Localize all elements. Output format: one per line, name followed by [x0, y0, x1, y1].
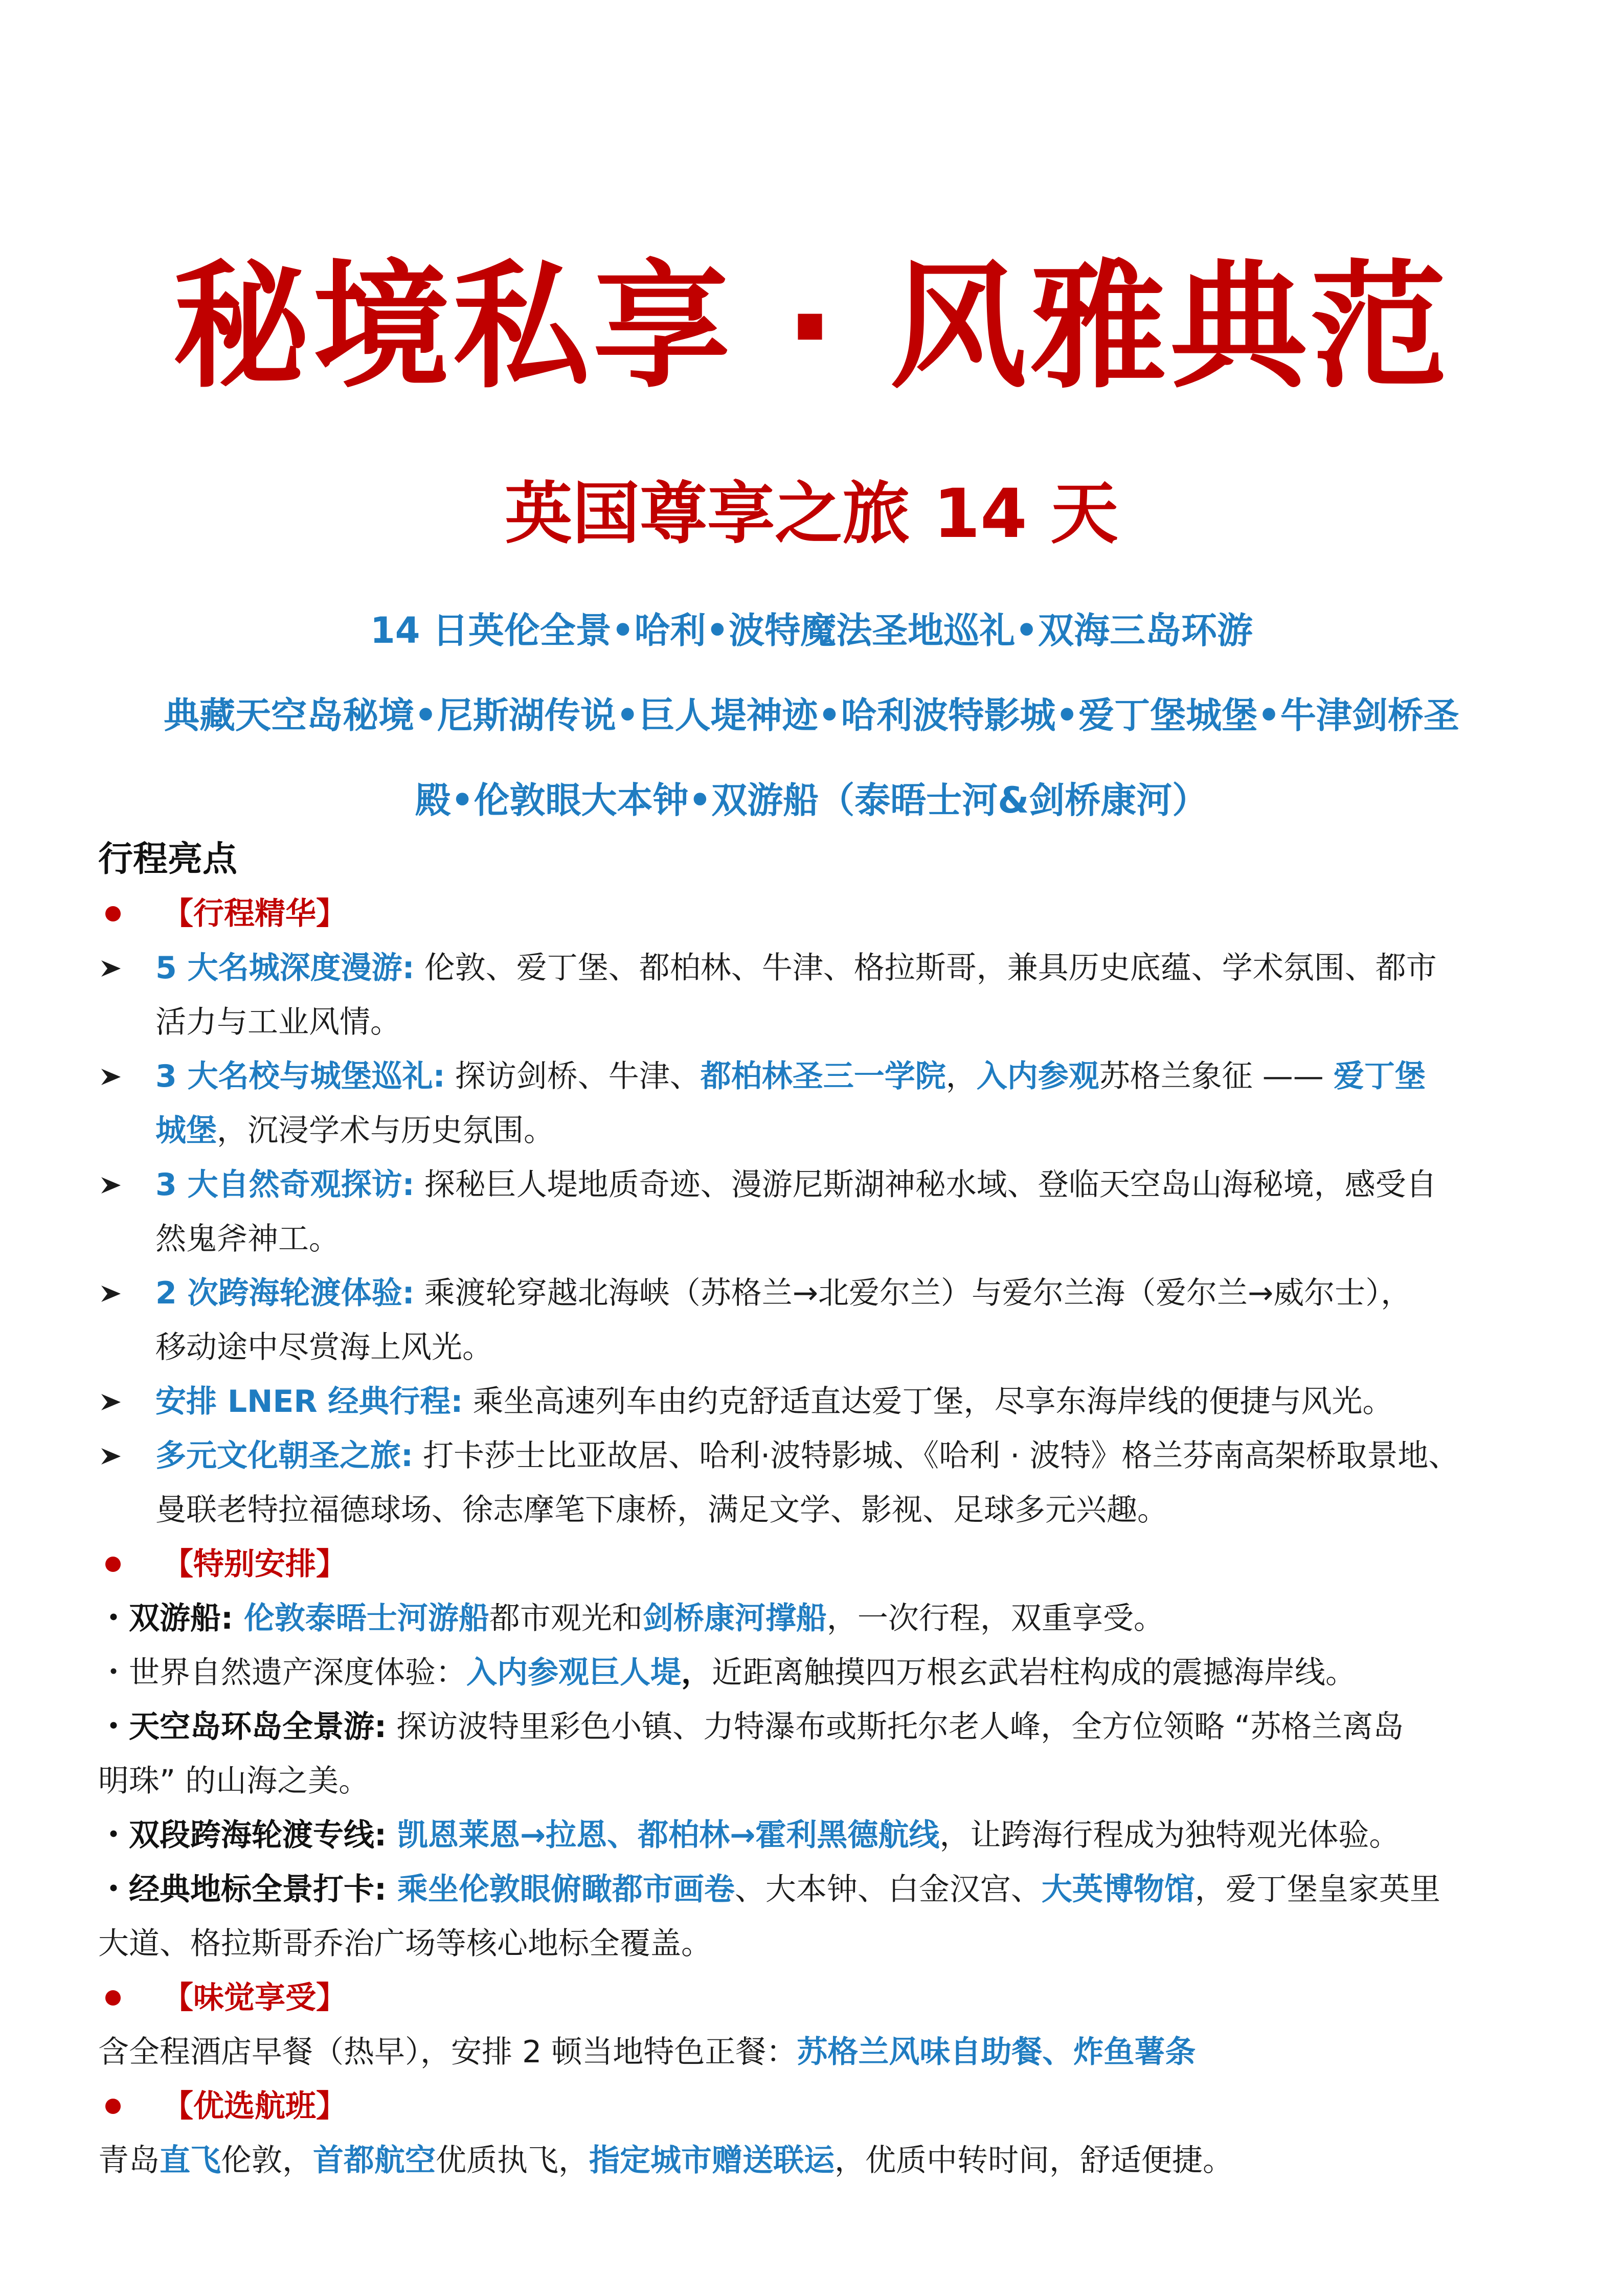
line-text: 都市观光和 — [489, 1601, 643, 1636]
highlight-link: 首都航空 — [313, 2143, 436, 2178]
item-title: 安排 LNER 经典行程: — [155, 1384, 463, 1420]
item-title: 3 大名校与城堡巡礼: — [155, 1059, 445, 1094]
highlight-link: 都柏林圣三一学院 — [700, 1059, 946, 1094]
item-title: 3 大自然奇观探访: — [155, 1167, 415, 1203]
special-line — [98, 1808, 1530, 1862]
line-text: 探访波特里彩色小镇、力特瀑布或斯托尔老人峰，全方位领略 “苏格兰离岛 — [387, 1709, 1404, 1745]
line-text: 近距离触摸四万根玄武岩柱构成的震撼海岸线。 — [712, 1655, 1356, 1691]
red-dot-icon — [105, 906, 121, 921]
line-text: 优质执飞， — [436, 2143, 589, 2178]
category-flights — [98, 2079, 1530, 2133]
highlight-link: 城堡 — [155, 1113, 217, 1149]
highlight-link: 凯恩莱恩→拉恩、都柏林→霍利黑德航线 — [387, 1817, 940, 1853]
tagline — [102, 588, 1521, 843]
arrowhead-icon — [100, 1266, 131, 1320]
category-label: 【优选航班】 — [163, 2088, 347, 2124]
highlight-link: 入内参观 — [976, 1059, 1099, 1094]
line-text: ，让跨海行程成为独特观光体验。 — [939, 1817, 1400, 1853]
line-text: ，优质中转时间，舒适便捷。 — [835, 2143, 1233, 2178]
line-text-cont: 大道、格拉斯哥乔治广场等核心地标全覆盖。 — [98, 1926, 712, 1962]
highlight-link: 爱丁堡 — [1333, 1059, 1426, 1094]
item-text: 探访剑桥、牛津、 — [445, 1059, 701, 1094]
red-dot-icon — [105, 1990, 121, 2006]
item-text: 苏格兰象征 —— — [1099, 1059, 1334, 1094]
red-dot-icon — [105, 1557, 121, 1572]
item-text-cont: 活力与工业风情。 — [155, 1004, 401, 1040]
highlight-item — [98, 1375, 1530, 1429]
category-itinerary-essence — [98, 887, 1530, 941]
highlight-item — [98, 941, 1530, 1049]
item-title: 多元文化朝圣之旅: — [155, 1438, 413, 1474]
highlight-item — [98, 1266, 1530, 1375]
line-title: ・经典地标全景打卡: — [98, 1872, 387, 1907]
category-label: 【味觉享受】 — [163, 1980, 347, 2016]
special-line — [98, 1862, 1530, 1971]
line-text: 、大本钟、白金汉宫、 — [734, 1872, 1042, 1907]
arrowhead-icon — [100, 1429, 131, 1483]
highlight-link: 入内参观巨人堤 — [466, 1655, 681, 1691]
line-text: ，爱丁堡皇家英里 — [1194, 1872, 1440, 1907]
item-text: 伦敦、爱丁堡、都柏林、牛津、格拉斯哥，兼具历史底蕴、学术氛围、都市 — [414, 950, 1437, 986]
highlight-item — [98, 1158, 1530, 1266]
red-dot-icon — [105, 2099, 121, 2114]
arrowhead-icon — [100, 1049, 131, 1104]
category-taste — [98, 1971, 1530, 2025]
page-title: 秘境私享 · 风雅典范 — [172, 247, 1451, 407]
highlight-link: 剑桥康河撑船 — [642, 1601, 827, 1636]
flight-line — [98, 2133, 1530, 2188]
item-text: 乘坐高速列车由约克舒适直达爱丁堡，尽享东海岸线的便捷与风光。 — [463, 1384, 1393, 1420]
highlight-link: 大英博物馆 — [1041, 1872, 1195, 1907]
special-line — [98, 1646, 1530, 1700]
arrowhead-icon — [100, 941, 131, 995]
arrowhead-icon — [100, 1375, 131, 1429]
tagline-line-3: 殿•伦敦眼大本钟•双游船（泰晤士河&剑桥康河） — [415, 779, 1208, 821]
line-text-cont: 明珠” 的山海之美。 — [98, 1763, 370, 1799]
arrowhead-icon — [100, 1158, 131, 1212]
item-text-cont: 然鬼斧神工。 — [155, 1221, 340, 1257]
food-line — [98, 2025, 1530, 2079]
line-text: 含全程酒店早餐（热早），安排 2 顿当地特色正餐： — [98, 2034, 797, 2070]
special-line — [98, 1700, 1530, 1808]
line-punct: ， — [681, 1655, 712, 1691]
item-text: 打卡莎士比亚故居、哈利·波特影城、《哈利 · 波特》格兰芬南高架桥取景地、 — [413, 1438, 1459, 1474]
line-text: 伦敦， — [221, 2143, 313, 2178]
highlights-body — [98, 832, 1530, 2188]
highlight-link: 苏格兰风味自助餐、炸鱼薯条 — [797, 2034, 1196, 2070]
tagline-line-1: 14 日英伦全景•哈利•波特魔法圣地巡礼•双海三岛环游 — [370, 610, 1253, 651]
highlight-item — [98, 1049, 1530, 1158]
item-text-cont: 曼联老特拉福德球场、徐志摩笔下康桥，满足文学、影视、足球多元兴趣。 — [155, 1492, 1168, 1528]
line-text: ，一次行程，双重享受。 — [826, 1601, 1164, 1636]
highlight-link: 乘坐伦敦眼俯瞰都市画卷 — [387, 1872, 735, 1907]
line-title: ・双游船: — [98, 1601, 233, 1636]
section-heading: 行程亮点 — [98, 839, 238, 880]
item-text: 乘渡轮穿越北海峡（苏格兰→北爱尔兰）与爱尔兰海（爱尔兰→威尔士）， — [414, 1275, 1412, 1311]
item-title: 2 次跨海轮渡体验: — [155, 1275, 415, 1311]
page-subtitle: 英国尊享之旅 14 天 — [505, 475, 1118, 553]
highlight-link: 直飞 — [160, 2143, 221, 2178]
line-text: 青岛 — [98, 2143, 160, 2178]
item-title: 5 大名城深度漫游: — [155, 950, 415, 986]
line-text: ・世界自然遗产深度体验： — [98, 1655, 466, 1691]
special-line — [98, 1591, 1530, 1646]
highlight-link: 指定城市赠送联运 — [589, 2143, 835, 2178]
line-title: ・天空岛环岛全景游: — [98, 1709, 387, 1745]
tagline-line-2: 典藏天空岛秘境•尼斯湖传说•巨人堤神迹•哈利波特影城•爱丁堡城堡•牛津剑桥圣 — [164, 694, 1459, 736]
category-label: 【特别安排】 — [163, 1546, 347, 1582]
category-special-arrangements — [98, 1537, 1530, 1591]
item-text: 探秘巨人堤地质奇迹、漫游尼斯湖神秘水域、登临天空岛山海秘境，感受自 — [414, 1167, 1437, 1203]
item-text: ，沉浸学术与历史氛围。 — [217, 1113, 554, 1149]
item-text-cont: 移动途中尽赏海上风光。 — [155, 1330, 493, 1365]
highlight-link: 伦敦泰晤士河游船 — [233, 1601, 489, 1636]
category-label: 【行程精华】 — [163, 896, 347, 932]
item-text: ， — [945, 1059, 977, 1094]
highlight-item — [98, 1429, 1530, 1537]
line-title: ・双段跨海轮渡专线: — [98, 1817, 387, 1853]
